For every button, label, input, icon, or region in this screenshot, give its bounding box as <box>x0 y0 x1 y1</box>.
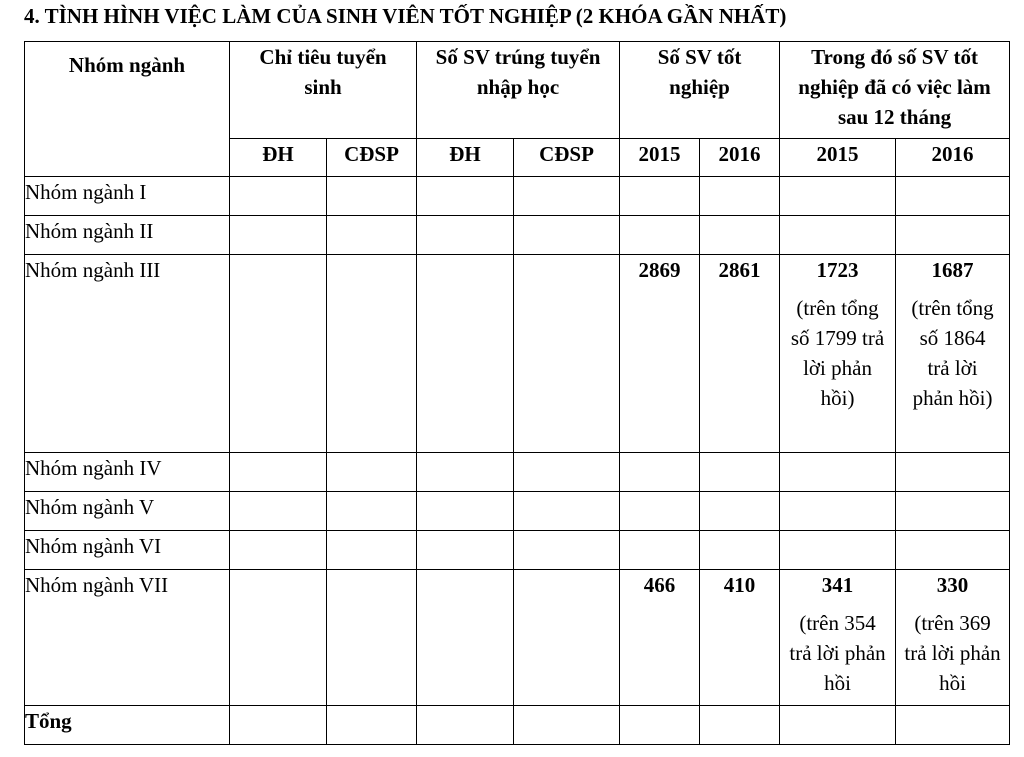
grad-2015-value: 2869 <box>620 255 700 453</box>
header-enrolled: Số SV trúng tuyển nhập học <box>417 42 620 139</box>
group-name: Nhóm ngành I <box>25 177 230 216</box>
group-name: Nhóm ngành III <box>25 255 230 453</box>
header-graduates: Số SV tốt nghiệp <box>620 42 780 139</box>
group-name: Nhóm ngành V <box>25 492 230 531</box>
emp-2016-note: (trên 369 trả lời phản hồi <box>904 611 1001 695</box>
emp-2016-cell <box>896 255 1010 453</box>
table-row <box>25 453 1010 492</box>
grad-2016-value: 410 <box>700 570 780 706</box>
header-employed: Trong đó số SV tốt nghiệp đã có việc làm sau 12 tháng <box>780 42 1010 139</box>
grad-2016-value: 2861 <box>700 255 780 453</box>
emp-2015-note: (trên tổng số 1799 trả lời phản hồi) <box>790 296 885 410</box>
emp-2016-value: 1687 <box>931 258 974 282</box>
subheader-grad-2015: 2015 <box>620 139 700 177</box>
table-row <box>25 492 1010 531</box>
table-row <box>25 531 1010 570</box>
subheader-dh-enrolled: ĐH <box>417 139 514 177</box>
emp-2015-cell <box>780 570 896 706</box>
emp-2015-value: 1723 <box>816 258 859 282</box>
subheader-emp-2015: 2015 <box>780 139 896 177</box>
subheader-dh-quota: ĐH <box>230 139 327 177</box>
emp-2016-note: (trên tổng số 1864 trả lời phản hồi) <box>911 296 994 410</box>
subheader-emp-2016: 2016 <box>896 139 1010 177</box>
emp-2015-value: 341 <box>821 573 854 597</box>
group-name: Nhóm ngành VII <box>25 570 230 706</box>
employment-table <box>24 41 1010 745</box>
grad-2015-value: 466 <box>620 570 700 706</box>
emp-2015-cell <box>780 255 896 453</box>
section-heading: 4. TÌNH HÌNH VIỆC LÀM CỦA SINH VIÊN TỐT NGHIỆP (2 KHÓA GẦN NHẤT) <box>24 4 787 28</box>
group-name: Nhóm ngành II <box>25 216 230 255</box>
table-row <box>25 216 1010 255</box>
header-quota: Chỉ tiêu tuyển sinh <box>230 42 417 139</box>
table-row-total <box>25 706 1010 745</box>
table-row <box>25 255 1010 453</box>
subheader-cdsp-enrolled: CĐSP <box>514 139 620 177</box>
header-group: Nhóm ngành <box>25 42 230 177</box>
emp-2016-cell <box>896 570 1010 706</box>
header-row-main <box>25 42 1010 139</box>
emp-2015-note: (trên 354 trả lời phản hồi <box>789 611 886 695</box>
subheader-cdsp-quota: CĐSP <box>327 139 417 177</box>
emp-2016-value: 330 <box>936 573 969 597</box>
table-row <box>25 177 1010 216</box>
total-label: Tổng <box>25 706 230 745</box>
group-name: Nhóm ngành IV <box>25 453 230 492</box>
table-row <box>25 570 1010 706</box>
group-name: Nhóm ngành VI <box>25 531 230 570</box>
subheader-grad-2016: 2016 <box>700 139 780 177</box>
